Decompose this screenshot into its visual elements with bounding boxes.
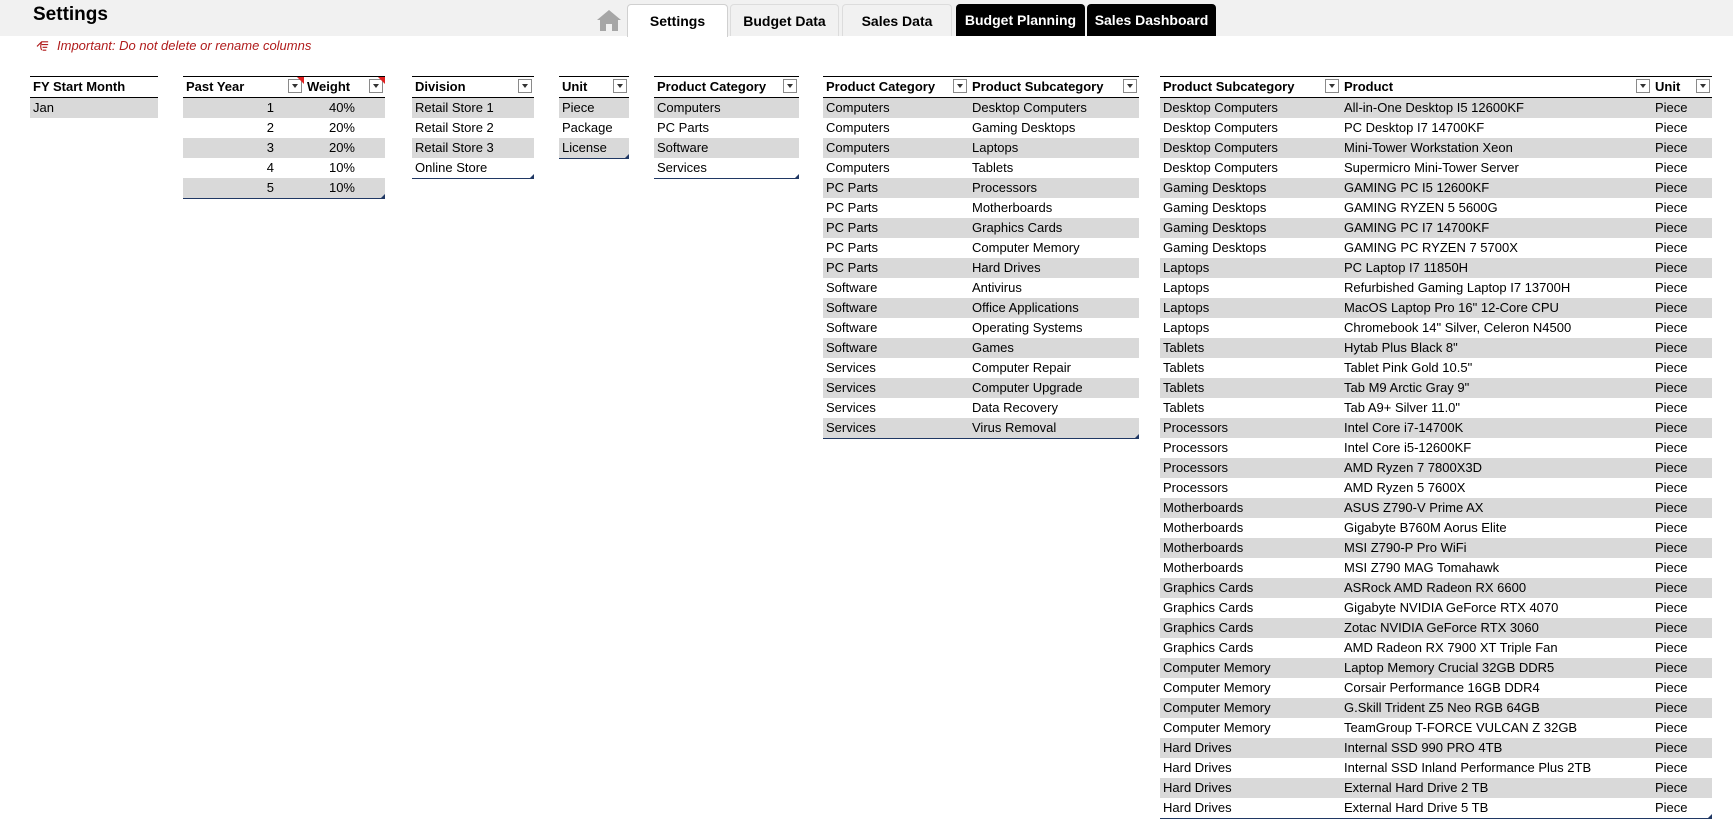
table-cell[interactable]: Jan — [33, 100, 54, 115]
table-row[interactable] — [30, 98, 158, 118]
table-cell[interactable]: Services — [657, 160, 707, 175]
table-cell[interactable]: Computers — [826, 160, 890, 175]
table-cell[interactable]: Piece — [1655, 800, 1688, 815]
table-cell[interactable]: 10% — [328, 180, 355, 195]
table-cell[interactable]: Desktop Computers — [1163, 120, 1278, 135]
table-row[interactable] — [183, 118, 385, 138]
column-header-label: Product Category — [657, 79, 767, 94]
table-cell[interactable]: Laptops — [1163, 300, 1210, 315]
table-cell[interactable]: 3 — [266, 140, 274, 155]
table-cell[interactable]: Supermicro Mini-Tower Server — [1344, 160, 1519, 175]
table-cell[interactable]: PC Parts — [826, 200, 879, 215]
table-cell[interactable]: Services — [826, 380, 876, 395]
column-header — [304, 77, 385, 97]
table-cell[interactable]: Hard Drives — [972, 260, 1041, 275]
table-cell[interactable]: Computer Memory — [972, 240, 1080, 255]
table-cell[interactable]: Internal SSD Inland Performance Plus 2TB — [1344, 760, 1592, 775]
table-cell[interactable]: Piece — [1655, 120, 1688, 135]
division-table — [412, 76, 534, 179]
table-row[interactable] — [1160, 358, 1712, 378]
table-row[interactable] — [654, 98, 799, 118]
table-row[interactable] — [1160, 438, 1712, 458]
table-cell[interactable]: Desktop Computers — [1163, 140, 1278, 155]
table-cell[interactable]: GAMING PC I5 12600KF — [1344, 180, 1490, 195]
table-cell[interactable]: Tablets — [1163, 380, 1205, 395]
table-cell[interactable]: Piece — [1655, 340, 1688, 355]
table-cell[interactable]: G.Skill Trident Z5 Neo RGB 64GB — [1344, 700, 1540, 715]
table-cell[interactable]: Desktop Computers — [1163, 100, 1278, 115]
comment-indicator-icon[interactable] — [378, 77, 385, 84]
table-row[interactable] — [1160, 538, 1712, 558]
table-cell[interactable]: Computer Memory — [1163, 700, 1271, 715]
column-header — [969, 77, 1139, 97]
table-cell[interactable]: Computers — [826, 140, 890, 155]
table-cell[interactable]: All-in-One Desktop I5 12600KF — [1344, 100, 1524, 115]
table-cell[interactable]: Virus Removal — [972, 420, 1057, 435]
table-cell[interactable]: Piece — [1655, 300, 1688, 315]
column-header-label: Division — [415, 79, 466, 94]
table-cell[interactable]: Retail Store 3 — [415, 140, 494, 155]
category-table — [654, 76, 799, 179]
column-header — [823, 77, 969, 97]
table-cell[interactable]: Corsair Performance 16GB DDR4 — [1344, 680, 1540, 695]
table-row[interactable] — [823, 418, 1139, 439]
table-cell[interactable]: ASRock AMD Radeon RX 6600 — [1344, 580, 1527, 595]
table-row[interactable] — [1160, 158, 1712, 178]
table-cell[interactable]: PC Parts — [826, 240, 879, 255]
table-cell[interactable]: Gaming Desktops — [1163, 180, 1267, 195]
warning-note — [36, 38, 311, 53]
tab-settings[interactable] — [627, 4, 728, 37]
table-cell[interactable]: Piece — [1655, 480, 1688, 495]
table-row[interactable] — [559, 118, 629, 138]
tab-sales-dashboard[interactable] — [1087, 4, 1216, 36]
table-cell[interactable]: Piece — [1655, 680, 1688, 695]
table-cell[interactable]: Intel Core i7-14700K — [1344, 420, 1464, 435]
table-row[interactable] — [823, 178, 1139, 198]
table-row[interactable] — [1160, 338, 1712, 358]
table-cell[interactable]: Piece — [1655, 620, 1688, 635]
table-cell[interactable]: Piece — [1655, 180, 1688, 195]
table-cell[interactable]: Piece — [1655, 760, 1688, 775]
filter-dropdown-icon[interactable] — [613, 79, 627, 93]
table-cell[interactable]: AMD Ryzen 5 7600X — [1344, 480, 1466, 495]
table-cell[interactable]: Graphics Cards — [1163, 580, 1254, 595]
table-cell[interactable]: Piece — [1655, 740, 1688, 755]
table-cell[interactable]: Online Store — [415, 160, 488, 175]
table-row[interactable] — [1160, 558, 1712, 578]
table-cell[interactable]: PC Parts — [826, 180, 879, 195]
table-cell[interactable]: Hytab Plus Black 8" — [1344, 340, 1458, 355]
table-row[interactable] — [183, 178, 385, 199]
table-cell[interactable]: Data Recovery — [972, 400, 1058, 415]
table-row[interactable] — [654, 158, 799, 179]
column-header — [183, 77, 304, 97]
table-cell[interactable]: Office Applications — [972, 300, 1079, 315]
table-cell[interactable]: Piece — [1655, 700, 1688, 715]
table-row[interactable] — [1160, 518, 1712, 538]
table-cell[interactable]: Desktop Computers — [1163, 160, 1278, 175]
table-cell[interactable]: Tablets — [1163, 400, 1205, 415]
table-row[interactable] — [1160, 178, 1712, 198]
table-cell[interactable]: Piece — [1655, 260, 1688, 275]
table-cell[interactable]: Tablets — [1163, 360, 1205, 375]
column-header-label: Product Subcategory — [1163, 79, 1295, 94]
table-row[interactable] — [1160, 778, 1712, 798]
table-cell[interactable]: Piece — [1655, 360, 1688, 375]
column-header-label: Weight — [307, 79, 351, 94]
table-cell[interactable]: Piece — [1655, 660, 1688, 675]
table-cell[interactable]: Laptops — [972, 140, 1019, 155]
tab-budget-planning[interactable] — [956, 4, 1085, 36]
page-title: Settings — [33, 4, 108, 25]
table-cell[interactable]: Zotac NVIDIA GeForce RTX 3060 — [1344, 620, 1539, 635]
table-row[interactable] — [412, 158, 534, 179]
table-cell[interactable]: TeamGroup T-FORCE VULCAN Z 32GB — [1344, 720, 1578, 735]
table-row[interactable] — [823, 158, 1139, 178]
table-row[interactable] — [823, 138, 1139, 158]
subcategory-table — [823, 76, 1139, 439]
table-cell[interactable]: Piece — [1655, 100, 1688, 115]
warning-text: Important: Do not delete or rename columns — [57, 38, 312, 53]
tab-label: Sales Data — [861, 12, 933, 29]
table-cell[interactable]: Graphics Cards — [1163, 620, 1254, 635]
filter-dropdown-icon[interactable] — [518, 79, 532, 93]
table-cell[interactable]: Piece — [1655, 160, 1688, 175]
table-cell[interactable]: Piece — [1655, 220, 1688, 235]
table-row[interactable] — [1160, 618, 1712, 638]
table-cell[interactable]: Computer Memory — [1163, 720, 1271, 735]
table-cell[interactable]: MSI Z790 MAG Tomahawk — [1344, 560, 1500, 575]
table-cell[interactable]: Motherboards — [1163, 540, 1244, 555]
table-cell[interactable]: Gigabyte B760M Aorus Elite — [1344, 520, 1507, 535]
table-header — [823, 76, 1139, 98]
filter-dropdown-icon[interactable] — [953, 79, 967, 93]
table-row[interactable] — [1160, 118, 1712, 138]
table-cell[interactable]: Motherboards — [1163, 560, 1244, 575]
table-cell[interactable]: PC Parts — [657, 120, 710, 135]
pointing-hand-icon — [36, 39, 51, 52]
table-row[interactable] — [183, 158, 385, 178]
table-cell[interactable]: Piece — [1655, 400, 1688, 415]
table-cell[interactable]: Services — [826, 420, 876, 435]
table-cell[interactable]: Tab M9 Arctic Gray 9" — [1344, 380, 1470, 395]
table-cell[interactable]: Retail Store 2 — [415, 120, 494, 135]
table-cell[interactable]: 1 — [266, 100, 274, 115]
table-row[interactable] — [1160, 798, 1712, 819]
table-cell[interactable]: ASUS Z790-V Prime AX — [1344, 500, 1484, 515]
table-row[interactable] — [1160, 318, 1712, 338]
table-cell[interactable]: Antivirus — [972, 280, 1022, 295]
table-cell[interactable]: Desktop Computers — [972, 100, 1087, 115]
table-row[interactable] — [1160, 278, 1712, 298]
table-row[interactable] — [1160, 638, 1712, 658]
table-cell[interactable]: Computers — [826, 100, 890, 115]
table-cell[interactable]: Gaming Desktops — [972, 120, 1076, 135]
table-cell[interactable]: Tablets — [1163, 340, 1205, 355]
table-cell[interactable]: 20% — [328, 140, 355, 155]
table-row[interactable] — [1160, 718, 1712, 738]
table-row[interactable] — [1160, 738, 1712, 758]
table-cell[interactable]: Piece — [1655, 500, 1688, 515]
table-header — [412, 76, 534, 98]
table-row[interactable] — [823, 218, 1139, 238]
weights-table — [183, 76, 385, 199]
column-header — [1652, 77, 1712, 97]
table-row[interactable] — [1160, 698, 1712, 718]
table-row[interactable] — [823, 318, 1139, 338]
table-cell[interactable]: External Hard Drive 5 TB — [1344, 800, 1489, 815]
table-cell[interactable]: GAMING PC RYZEN 7 5700X — [1344, 240, 1518, 255]
table-cell[interactable]: Services — [826, 360, 876, 375]
table-row[interactable] — [1160, 238, 1712, 258]
table-row[interactable] — [1160, 398, 1712, 418]
table-row[interactable] — [823, 98, 1139, 118]
table-row[interactable] — [823, 298, 1139, 318]
table-cell[interactable]: Piece — [1655, 200, 1688, 215]
home-icon[interactable] — [594, 8, 624, 32]
table-cell[interactable]: License — [562, 140, 607, 155]
table-cell[interactable]: Processors — [1163, 460, 1229, 475]
table-cell[interactable]: Software — [826, 320, 878, 335]
table-cell[interactable]: Piece — [1655, 540, 1688, 555]
column-header-label: Product Category — [826, 79, 936, 94]
table-cell[interactable]: PC Parts — [826, 260, 879, 275]
table-cell[interactable]: Piece — [1655, 420, 1688, 435]
table-row[interactable] — [1160, 378, 1712, 398]
table-cell[interactable]: MSI Z790-P Pro WiFi — [1344, 540, 1467, 555]
table-row[interactable] — [1160, 138, 1712, 158]
filter-dropdown-icon[interactable] — [1696, 79, 1710, 93]
table-cell[interactable]: Graphics Cards — [972, 220, 1063, 235]
table-cell[interactable]: Games — [972, 340, 1014, 355]
table-cell[interactable]: Gaming Desktops — [1163, 220, 1267, 235]
table-cell[interactable]: MacOS Laptop Pro 16" 12-Core CPU — [1344, 300, 1559, 315]
table-cell[interactable]: Motherboards — [1163, 500, 1244, 515]
table-cell[interactable]: Hard Drives — [1163, 740, 1232, 755]
unit-table — [559, 76, 629, 159]
table-cell[interactable]: Laptop Memory Crucial 32GB DDR5 — [1344, 660, 1555, 675]
table-cell[interactable]: Piece — [1655, 440, 1688, 455]
table-cell[interactable]: Tablets — [972, 160, 1014, 175]
table-row[interactable] — [823, 258, 1139, 278]
table-row[interactable] — [183, 138, 385, 158]
table-cell[interactable]: Software — [826, 280, 878, 295]
table-cell[interactable]: Intel Core i5-12600KF — [1344, 440, 1472, 455]
column-header-label: Past Year — [186, 79, 245, 94]
table-cell[interactable]: Piece — [1655, 520, 1688, 535]
table-row[interactable] — [1160, 758, 1712, 778]
table-cell[interactable]: Retail Store 1 — [415, 100, 494, 115]
table-cell[interactable]: 40% — [328, 100, 355, 115]
table-cell[interactable]: Gaming Desktops — [1163, 240, 1267, 255]
table-cell[interactable]: Refurbished Gaming Laptop I7 13700H — [1344, 280, 1571, 295]
tab-label: Settings — [649, 13, 706, 29]
table-cell[interactable]: Tab A9+ Silver 11.0" — [1344, 400, 1461, 415]
table-cell[interactable]: Services — [826, 400, 876, 415]
table-row[interactable] — [1160, 678, 1712, 698]
table-cell[interactable]: Gaming Desktops — [1163, 200, 1267, 215]
table-cell[interactable]: Internal SSD 990 PRO 4TB — [1344, 740, 1503, 755]
table-cell[interactable]: Hard Drives — [1163, 760, 1232, 775]
column-header — [559, 77, 629, 97]
comment-indicator-icon[interactable] — [297, 77, 304, 84]
table-cell[interactable]: Computer Upgrade — [972, 380, 1083, 395]
tab-label: Sales Dashboard — [1094, 12, 1209, 28]
table-row[interactable] — [1160, 478, 1712, 498]
table-cell[interactable]: Processors — [972, 180, 1038, 195]
table-cell[interactable]: Motherboards — [972, 200, 1053, 215]
table-cell[interactable]: Piece — [1655, 720, 1688, 735]
table-cell[interactable]: External Hard Drive 2 TB — [1344, 780, 1489, 795]
column-header — [654, 77, 799, 97]
table-row[interactable] — [412, 98, 534, 118]
tab-budget-data[interactable] — [730, 4, 839, 36]
table-cell[interactable]: Operating Systems — [972, 320, 1083, 335]
column-header — [412, 77, 534, 97]
table-cell[interactable]: 4 — [266, 160, 274, 175]
table-row[interactable] — [823, 398, 1139, 418]
table-row[interactable] — [1160, 218, 1712, 238]
table-row[interactable] — [1160, 418, 1712, 438]
table-cell[interactable]: Piece — [1655, 780, 1688, 795]
table-cell[interactable]: Graphics Cards — [1163, 600, 1254, 615]
table-cell[interactable]: Piece — [1655, 580, 1688, 595]
column-header-label: Product — [1344, 79, 1394, 94]
filter-dropdown-icon[interactable] — [1123, 79, 1137, 93]
table-header — [30, 76, 158, 98]
fy-start-table — [30, 76, 158, 118]
table-row[interactable] — [183, 98, 385, 118]
table-row[interactable] — [1160, 498, 1712, 518]
table-row[interactable] — [1160, 198, 1712, 218]
table-row[interactable] — [559, 138, 629, 159]
column-header-label: Unit — [562, 79, 588, 94]
table-cell[interactable]: PC Desktop I7 14700KF — [1344, 120, 1485, 135]
table-row[interactable] — [1160, 458, 1712, 478]
table-cell[interactable]: Piece — [1655, 240, 1688, 255]
table-cell[interactable]: Computer Memory — [1163, 680, 1271, 695]
tab-label: Budget Data — [743, 12, 826, 29]
table-cell[interactable]: Piece — [1655, 560, 1688, 575]
table-cell[interactable]: Piece — [1655, 140, 1688, 155]
table-cell[interactable]: Laptops — [1163, 280, 1210, 295]
table-cell[interactable]: Processors — [1163, 440, 1229, 455]
table-row[interactable] — [412, 118, 534, 138]
column-header — [30, 77, 158, 97]
table-cell[interactable]: Gigabyte NVIDIA GeForce RTX 4070 — [1344, 600, 1559, 615]
table-cell[interactable]: 20% — [328, 120, 355, 135]
table-cell[interactable]: Laptops — [1163, 260, 1210, 275]
tab-label: Budget Planning — [964, 12, 1077, 28]
table-cell[interactable]: Piece — [1655, 320, 1688, 335]
table-cell[interactable]: Software — [826, 340, 878, 355]
table-row[interactable] — [823, 118, 1139, 138]
table-cell[interactable]: Computer Memory — [1163, 660, 1271, 675]
filter-dropdown-icon[interactable] — [1325, 79, 1339, 93]
table-cell[interactable]: Hard Drives — [1163, 800, 1232, 815]
column-header — [1160, 77, 1341, 97]
table-cell[interactable]: Mini-Tower Workstation Xeon — [1344, 140, 1513, 155]
table-cell[interactable]: Piece — [1655, 460, 1688, 475]
table-cell[interactable]: 10% — [328, 160, 355, 175]
table-cell[interactable]: Computers — [826, 120, 890, 135]
table-cell[interactable]: Motherboards — [1163, 520, 1244, 535]
table-row[interactable] — [412, 138, 534, 158]
table-row[interactable] — [559, 98, 629, 118]
table-header — [559, 76, 629, 98]
table-cell[interactable]: Piece — [1655, 280, 1688, 295]
table-cell[interactable]: Graphics Cards — [1163, 640, 1254, 655]
table-cell[interactable]: Piece — [562, 100, 595, 115]
table-cell[interactable]: Computer Repair — [972, 360, 1071, 375]
table-cell[interactable]: Computers — [657, 100, 721, 115]
table-header — [1160, 76, 1712, 98]
table-header — [183, 76, 385, 98]
table-cell[interactable]: Processors — [1163, 420, 1229, 435]
table-cell[interactable]: GAMING RYZEN 5 5600G — [1344, 200, 1498, 215]
tab-sales-data[interactable] — [842, 4, 952, 36]
column-header-label: FY Start Month — [33, 79, 126, 94]
filter-dropdown-icon[interactable] — [1636, 79, 1650, 93]
table-cell[interactable]: Piece — [1655, 380, 1688, 395]
table-row[interactable] — [1160, 578, 1712, 598]
table-row[interactable] — [823, 338, 1139, 358]
table-row[interactable] — [1160, 258, 1712, 278]
table-row[interactable] — [654, 138, 799, 158]
table-row[interactable] — [1160, 298, 1712, 318]
table-row[interactable] — [823, 238, 1139, 258]
table-row[interactable] — [1160, 598, 1712, 618]
column-header-label: Unit — [1655, 79, 1681, 94]
table-row[interactable] — [654, 118, 799, 138]
table-cell[interactable]: AMD Ryzen 7 7800X3D — [1344, 460, 1483, 475]
table-cell[interactable]: PC Laptop I7 11850H — [1344, 260, 1469, 275]
table-row[interactable] — [1160, 98, 1712, 118]
column-header-label: Product Subcategory — [972, 79, 1104, 94]
table-cell[interactable]: Processors — [1163, 480, 1229, 495]
table-cell[interactable]: Package — [562, 120, 613, 135]
table-cell[interactable]: 5 — [266, 180, 274, 195]
table-row[interactable] — [823, 278, 1139, 298]
table-cell[interactable]: Piece — [1655, 600, 1688, 615]
table-row[interactable] — [823, 198, 1139, 218]
products-table — [1160, 76, 1712, 819]
table-cell[interactable]: Chromebook 14" Silver, Celeron N4500 — [1344, 320, 1572, 335]
table-cell[interactable]: Tablet Pink Gold 10.5" — [1344, 360, 1473, 375]
table-cell[interactable]: Software — [657, 140, 709, 155]
table-cell[interactable]: AMD Radeon RX 7900 XT Triple Fan — [1344, 640, 1558, 655]
table-header — [654, 76, 799, 98]
table-row[interactable] — [823, 358, 1139, 378]
table-cell[interactable]: PC Parts — [826, 220, 879, 235]
table-row[interactable] — [1160, 658, 1712, 678]
table-cell[interactable]: Laptops — [1163, 320, 1210, 335]
column-header — [1341, 77, 1652, 97]
filter-dropdown-icon[interactable] — [783, 79, 797, 93]
table-cell[interactable]: Piece — [1655, 640, 1688, 655]
table-cell[interactable]: Software — [826, 300, 878, 315]
table-row[interactable] — [823, 378, 1139, 398]
table-cell[interactable]: 2 — [266, 120, 274, 135]
table-cell[interactable]: Hard Drives — [1163, 780, 1232, 795]
table-cell[interactable]: GAMING PC I7 14700KF — [1344, 220, 1490, 235]
